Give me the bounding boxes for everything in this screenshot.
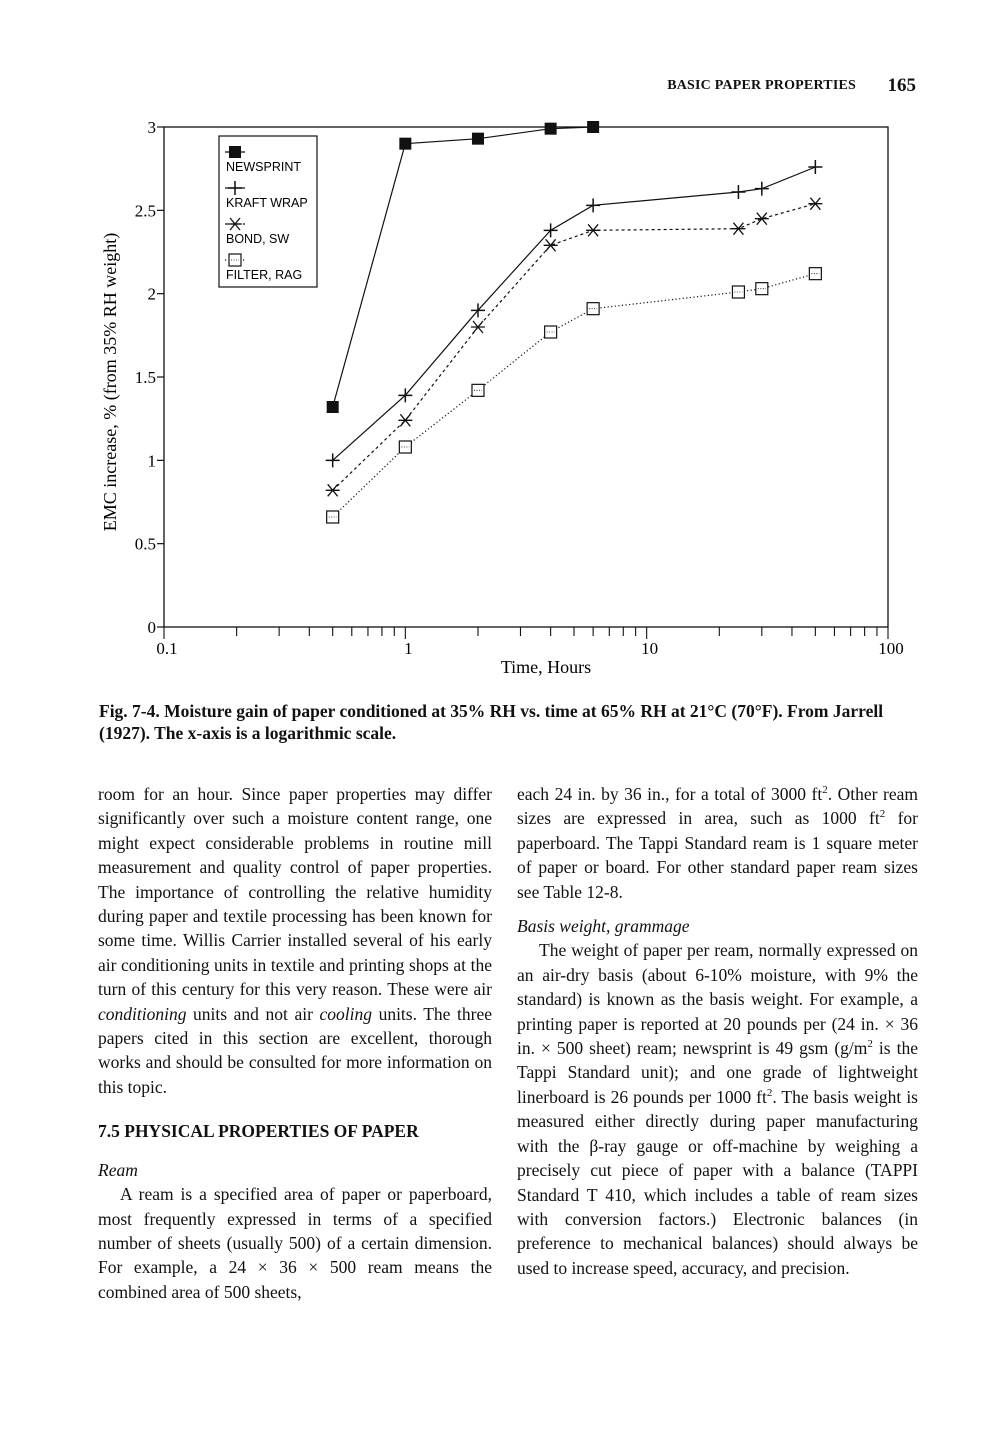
y-tick-label: 2: [147, 284, 156, 304]
legend-label: FILTER, RAG: [226, 268, 303, 282]
y-tick-label: 0: [147, 618, 156, 637]
page-number: 165: [887, 75, 916, 96]
right-column: [517, 782, 918, 1280]
x-axis-label: Time, Hours: [500, 657, 592, 677]
data-point: [755, 213, 769, 225]
data-point: [399, 138, 411, 150]
data-point: [472, 133, 484, 145]
data-point: [327, 401, 339, 413]
y-tick-label: 1: [147, 451, 156, 471]
data-point: [587, 121, 599, 133]
series-line-kraft-wrap: [333, 167, 816, 460]
subheading-ream: Ream: [98, 1159, 138, 1180]
data-point: [755, 182, 769, 196]
section-heading: 7.5 PHYSICAL PROPERTIES OF PAPER: [98, 1121, 419, 1142]
data-point: [229, 254, 241, 266]
x-tick-label: 10: [641, 639, 659, 658]
emc-chart: [0, 0, 1008, 690]
legend-label: KRAFT WRAP: [226, 196, 308, 210]
body-paragraph: room for an hour. Since paper properties may differ significantly over such a moisture content range, one might expect considerable problems in routine mill measurement and quality control of paper properties. The importance of controlling the relative humidity during paper and textile processing has been known for some time. Willis Carrier installed several of his early air conditioning units in textile and printing shops at the turn of this century for this very reason. These were air conditioning units and not air cooling units. The three papers cited in this section are excellent, thorough works and should be consulted for more information on this topic.: [98, 784, 492, 1097]
data-point: [544, 239, 558, 251]
data-point: [808, 160, 822, 174]
data-point: [327, 511, 339, 523]
running-head: BASIC PAPER PROPERTIES: [667, 78, 856, 93]
data-point: [398, 414, 412, 426]
data-point: [545, 326, 557, 338]
data-point: [229, 146, 241, 158]
figure-caption: Fig. 7-4. Moisture gain of paper conditioned at 35% RH vs. time at 65% RH at 21°C (70°F). From Jarrell (1927). The x-axis is a logarithmic scale.: [99, 701, 884, 743]
data-point: [586, 224, 600, 236]
data-point: [586, 198, 600, 212]
y-tick-label: 0.5: [134, 534, 156, 554]
y-axis-label: EMC increase, % (from 35% RH weight): [100, 232, 120, 532]
data-point: [545, 123, 557, 135]
data-point: [756, 283, 768, 295]
y-tick-label: 1.5: [134, 368, 156, 387]
data-point: [471, 321, 485, 333]
legend-label: NEWSPRINT: [226, 160, 301, 174]
data-point: [587, 303, 599, 315]
left-column: [98, 782, 492, 1304]
data-point: [808, 198, 822, 210]
y-tick-label: 3: [147, 118, 156, 137]
x-tick-label: 100: [878, 639, 904, 658]
data-point: [809, 268, 821, 280]
data-point: [731, 223, 745, 235]
data-point: [731, 185, 745, 199]
data-point: [732, 286, 744, 298]
series-line-newsprint: [333, 127, 593, 407]
body-paragraph: each 24 in. by 36 in., for a total of 3000 $ft^2$. Other ream sizes are expressed in area, such as 1000 $ft^2$ for paperboard. The Tappi Standard ream is 1 square meter of paper or board. For other standard paper ream sizes see Table 12-8.: [517, 784, 919, 902]
data-point: [399, 441, 411, 453]
subheading-basis-weight: Basis weight, grammage: [517, 916, 690, 937]
body-paragraph: The weight of paper per ream, normally expressed on an air-dry basis (about 6-10% moisture, with 9% the standard) is known as the basis weight. For example, a printing paper is reported at 20 pounds per (24 in. × 36 in. × 500 sheet) ream; newsprint is 49 gsm ($g/m^2$ is the Tappi Standard unit); and one grade of lightweight linerboard is 26 pounds per 1000 $ft^2$. The basis weight is measured either directly during paper manufacturing with the β-ray gauge or off-machine by weighing a precisely cut piece of paper with a balance (TAPPI Standard T 410, which includes a table of ream sizes with conversion factors.) Electronic balances (in preference to mechanical balances) should always be used to increase speed, accuracy, and precision.: [517, 940, 918, 1278]
body-paragraph: A ream is a specified area of paper or paperboard, most frequently expressed in terms of a specified number of sheets (usually 500) of a certain dimension. For example, a 24 × 36 × 500 ream means the combined area of 500 sheets,: [98, 1184, 492, 1302]
legend-label: BOND, SW: [226, 232, 290, 246]
x-tick-label: 0.1: [156, 639, 178, 658]
data-point: [472, 384, 484, 396]
y-tick-label: 2.5: [134, 201, 156, 221]
x-tick-label: 1: [404, 639, 413, 658]
